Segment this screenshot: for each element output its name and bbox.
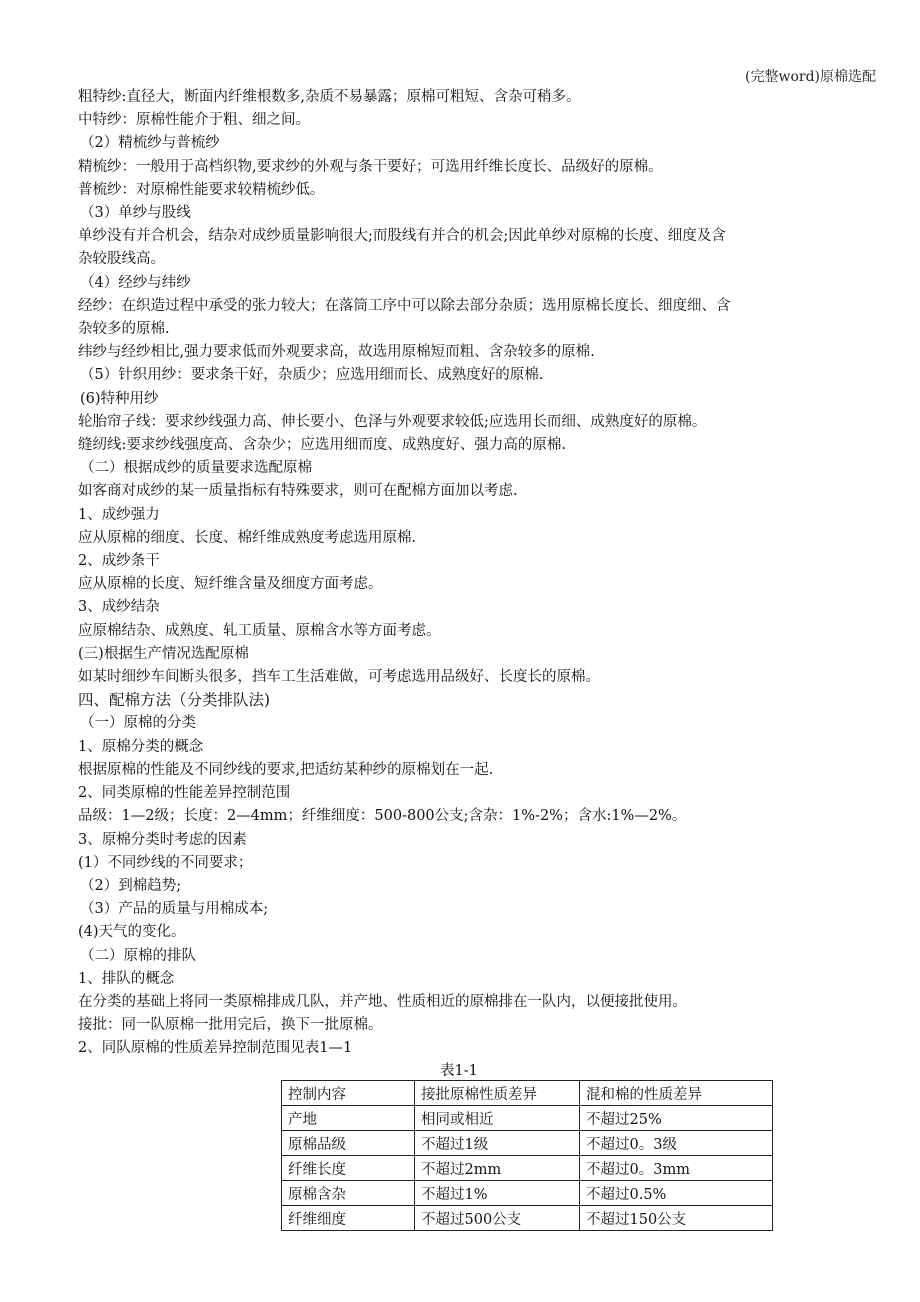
table-row [282, 1181, 773, 1206]
text-line: 品级：1—2级；长度：2—4mm；纤维细度：500-800公支;含杂：1%-2%；含水:1%—2%。 [78, 808, 687, 825]
text-line: 单纱没有并合机会，结杂对成纱质量影响很大;而股线有并合的机会;因此单纱对原棉的长度、细度及含 [78, 228, 726, 245]
subheading: （2）精梳纱与普梳纱 [80, 135, 220, 152]
text-line: 杂较多的原棉. [78, 321, 170, 338]
table-header-cell: 控制内容 [282, 1081, 415, 1106]
subheading: 1、成纱强力 [78, 506, 160, 523]
text-line: 普梳纱：对原棉性能要求较精梳纱低。 [78, 181, 325, 198]
table-cell: 不超过0.5% [580, 1181, 773, 1206]
table-cell: 纤维细度 [282, 1206, 415, 1231]
section-heading: （一）原棉的分类 [80, 715, 196, 732]
table-cell: 不超过1% [415, 1181, 580, 1206]
text-line: 缝纫线:要求纱线强度高、含杂少；应选用细而度、成熟度好、强力高的原棉. [78, 437, 566, 454]
subheading: (6)特种用纱 [80, 390, 159, 407]
table-cell: 产地 [282, 1106, 415, 1131]
chapter-heading: 四、配棉方法（分类排队法) [78, 691, 271, 710]
control-range-table [281, 1080, 773, 1231]
table-row [282, 1131, 773, 1156]
text-line: 粗特纱:直径大，断面内纤维根数多,杂质不易暴露；原棉可粗短、含杂可稍多。 [78, 89, 581, 105]
subheading: 2、同类原棉的性能差异控制范围 [78, 785, 291, 802]
text-line: 应从原棉的细度、长度、棉纤维成熟度考虑选用原棉. [78, 529, 417, 546]
text-line: 纬纱与经纱相比,强力要求低而外观要求高，故选用原棉短而粗、含杂较多的原棉. [78, 344, 595, 361]
text-line: 杂较股线高。 [78, 251, 165, 268]
list-item: (1）不同纱线的不同要求； [78, 854, 253, 871]
subheading: （3）单纱与股线 [80, 205, 191, 222]
list-item: （2）到棉趋势; [80, 877, 182, 894]
text-line: 接批：同一队原棉一批用完后，换下一批原棉。 [78, 1017, 383, 1034]
subheading: 1、原棉分类的概念 [78, 738, 204, 755]
table-cell: 不超过150公支 [580, 1206, 773, 1231]
list-item: (4)天气的变化。 [78, 924, 186, 941]
table-cell: 纤维长度 [282, 1156, 415, 1181]
text-line: 如客商对成纱的某一质量指标有特殊要求，则可在配棉方面加以考虑. [78, 483, 518, 500]
table-cell: 不超过0。3mm [580, 1156, 773, 1181]
section-heading: （二）原棉的排队 [80, 947, 196, 964]
text-line: 应从原棉的长度、短纤维含量及细度方面考虑。 [78, 576, 383, 593]
text-line: 2、同队原棉的性质差异控制范围见表1—1 [78, 1040, 353, 1057]
text-line: 在分类的基础上将同一类原棉排成几队，并产地、性质相近的原棉排在一队内，以便接批使用。 [78, 993, 687, 1010]
subheading: 3、成纱结杂 [78, 599, 160, 616]
page-header: (完整word)原棉选配 [745, 69, 876, 85]
table-cell: 不超过1级 [415, 1131, 580, 1156]
text-line: 根据原棉的性能及不同纱线的要求,把适纺某种纱的原棉划在一起. [78, 761, 494, 778]
section-heading: (三)根据生产情况选配原棉 [78, 645, 249, 662]
subheading: （4）经纱与纬纱 [80, 274, 191, 291]
table-cell: 原棉品级 [282, 1131, 415, 1156]
table-row [282, 1156, 773, 1181]
table-cell: 不超过2mm [415, 1156, 580, 1181]
table-row [282, 1106, 773, 1131]
table-caption: 表1-1 [440, 1063, 478, 1079]
subheading: 1、排队的概念 [78, 970, 175, 987]
table-cell: 不超过25% [580, 1106, 773, 1131]
table-cell: 相同或相近 [415, 1106, 580, 1131]
subheading: 2、成纱条干 [78, 553, 160, 570]
text-line: （5）针织用纱：要求条干好，杂质少；应选用细而长、成熟度好的原棉. [80, 367, 544, 384]
table-cell: 不超过0。3级 [580, 1131, 773, 1156]
text-line: 应原棉结杂、成熟度、轧工质量、原棉含水等方面考虑。 [78, 622, 441, 639]
table-cell: 不超过500公支 [415, 1206, 580, 1231]
table-header-cell: 混和棉的性质差异 [580, 1081, 773, 1106]
text-line: 中特纱：原棉性能介于粗、细之间。 [78, 112, 310, 129]
table-row [282, 1206, 773, 1231]
section-heading: （二）根据成纱的质量要求选配原棉 [80, 460, 312, 477]
subheading: 3、原棉分类时考虑的因素 [78, 831, 247, 848]
document-body [78, 86, 878, 1061]
text-line: 如某时细纱车间断头很多，挡车工生活难做，可考虑选用品级好、长度长的原棉。 [78, 669, 600, 686]
list-item: （3）产品的质量与用棉成本; [80, 901, 269, 918]
text-line: 经纱：在织造过程中承受的张力较大；在落筒工序中可以除去部分杂质；选用原棉长度长、细度细、含 [78, 297, 731, 314]
table-header-cell: 接批原棉性质差异 [415, 1081, 580, 1106]
table-header-row [282, 1081, 773, 1106]
table-cell: 原棉含杂 [282, 1181, 415, 1206]
text-line: 轮胎帘子线：要求纱线强力高、伸长要小、色泽与外观要求较低;应选用长而细、成熟度好的原棉。 [78, 413, 707, 430]
text-line: 精梳纱：一般用于高档织物,要求纱的外观与条干要好；可选用纤维长度长、品级好的原棉。 [78, 158, 663, 175]
